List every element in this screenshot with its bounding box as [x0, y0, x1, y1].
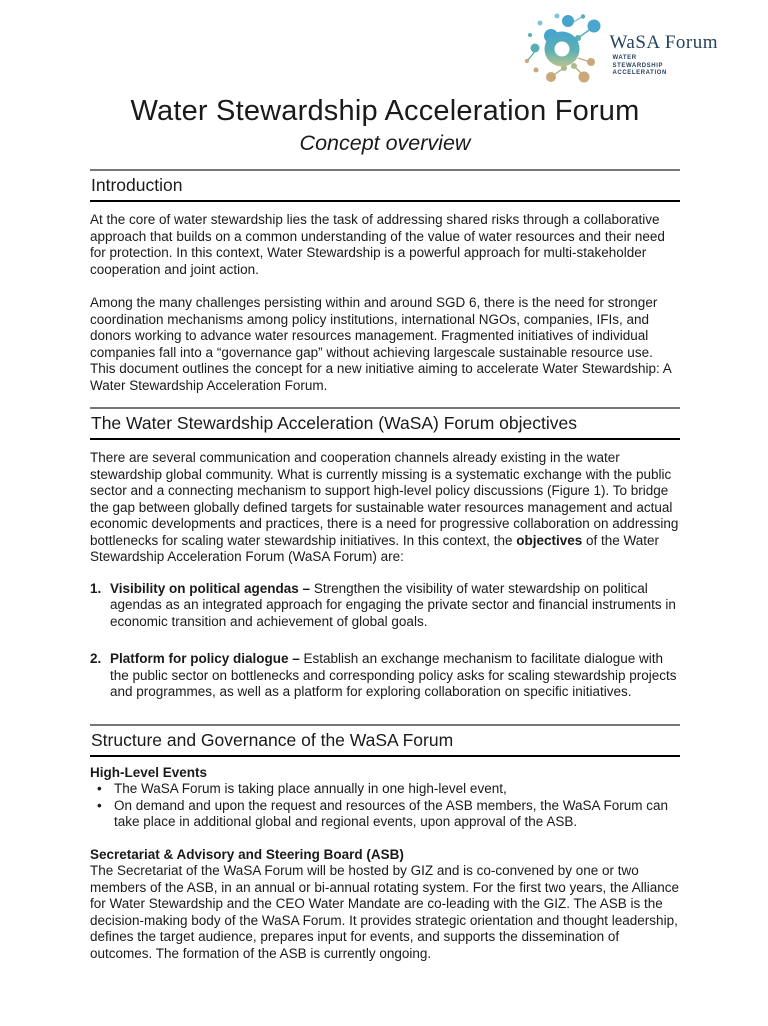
list-item-objective-2 [90, 651, 680, 701]
objectives-paragraph [90, 450, 680, 566]
subheading-high-level-events: High-Level Events [90, 764, 208, 780]
section-heading-structure: Structure and Governance of the WaSA Forum [90, 724, 680, 757]
document-title: Water Stewardship Acceleration Forum [130, 95, 640, 127]
logo-row [0, 0, 768, 86]
list-item-objective-1 [90, 581, 680, 631]
list-item-body: Strengthen the visibility of water stewardship on political agendas as an integrated approach for engaging the private sector and financial instruments in economic transition and achievement of global goals. [110, 580, 676, 629]
document-content [90, 95, 680, 962]
logo-tagline-line: STEWARDSHIP [612, 62, 664, 69]
wasa-logo-mark-icon [520, 10, 604, 86]
section-heading-objectives: The Water Stewardship Acceleration (WaSA) Forum objectives [90, 407, 680, 440]
list-item-body: Establish an exchange mechanism to facilitate dialogue with the public sector on bottlenecks and corresponding policy asks for scaling stewardship projects and programmes, as well as a platform for exploring collaboration on specific initiatives. [110, 651, 677, 699]
section-objectives [90, 407, 680, 701]
objectives-bold-word: objectives [516, 532, 583, 548]
section-introduction [90, 169, 680, 394]
objectives-paragraph-text: There are several communication and cooperation channels already existing in the water stewardship global community. What is currently missing is a systematic exchange with the public sector and a connecting mechanism to support high-level policy discussions (Figure 1). To bridge the gap between globally defined targets for sustainable water resources management and actual economic developments and practices, there is a need for progressive collaboration on addressing bottlenecks for scaling water stewardship initiatives. In this context, the [90, 450, 679, 548]
intro-paragraph-1: At the core of water stewardship lies the task of addressing shared risks through a collaborative approach that builds on a common understanding of the value of water resources and their need for protection. In this context, Water Stewardship is a powerful approach for multi-stakeholder cooperation and joint action. [90, 212, 665, 277]
list-number: 2. [90, 651, 102, 666]
list-item-text [110, 651, 680, 701]
bullet-item [90, 781, 680, 798]
bullet-icon: • [97, 781, 102, 796]
section-structure-governance [90, 724, 680, 963]
logo-tagline-line: WATER [612, 55, 637, 61]
list-item-text [110, 581, 680, 631]
logo-name: WaSA Forum [609, 32, 718, 53]
wasa-forum-logo [520, 10, 718, 86]
list-item-lead: Platform for policy dialogue – [110, 651, 304, 666]
bullet-item [90, 798, 680, 831]
section-heading-introduction: Introduction [90, 169, 680, 202]
logo-tagline [612, 55, 718, 78]
bullet-icon: • [97, 797, 102, 813]
bullet-text: On demand and upon the request and resources of the ASB members, the WaSA Forum can take place in additional global and regional events, upon approval of the ASB. [114, 797, 669, 829]
objectives-list [90, 581, 680, 701]
subheading-secretariat-asb: Secretariat & Advisory and Steering Board (ASB) [90, 846, 404, 862]
list-item-lead: Visibility on political agendas – [110, 580, 314, 596]
document-subtitle: Concept overview [299, 131, 471, 155]
logo-text [609, 10, 718, 78]
bullet-text: The WaSA Forum is taking place annually in one high-level event, [114, 781, 507, 796]
logo-tagline-line: ACCELERATION [612, 70, 667, 76]
intro-paragraph-2: Among the many challenges persisting within and around SGD 6, there is the need for stronger coordination mechanisms among policy institutions, international NGOs, companies, IFIs, and donors working to advance water resources management. Fragmented initiatives of individual companies fall into a “governance gap” without achieving largescale sustainable resource use. This document outlines the concept for a new initiative aiming to accelerate Water Stewardship: A Water Stewardship Acceleration Forum. [90, 295, 672, 393]
list-number: 1. [90, 580, 102, 596]
secretariat-paragraph: The Secretariat of the WaSA Forum will be hosted by GIZ and is co-convened by one or two members of the ASB, in an annual or bi-annual rotating system. For the first two years, the Alliance for Water Stewardship and the CEO Water Mandate are co-leading with the GIZ. The ASB is the decision-making body of the WaSA Forum. It provides strategic orientation and thought leadership, defines the target audience, prepares input for events, and supports the dissemination of outcomes. The formation of the ASB is currently ongoing. [90, 863, 680, 961]
objectives-paragraph-text: of the Water Stewardship Acceleration Forum (WaSA Forum) are: [90, 532, 660, 564]
